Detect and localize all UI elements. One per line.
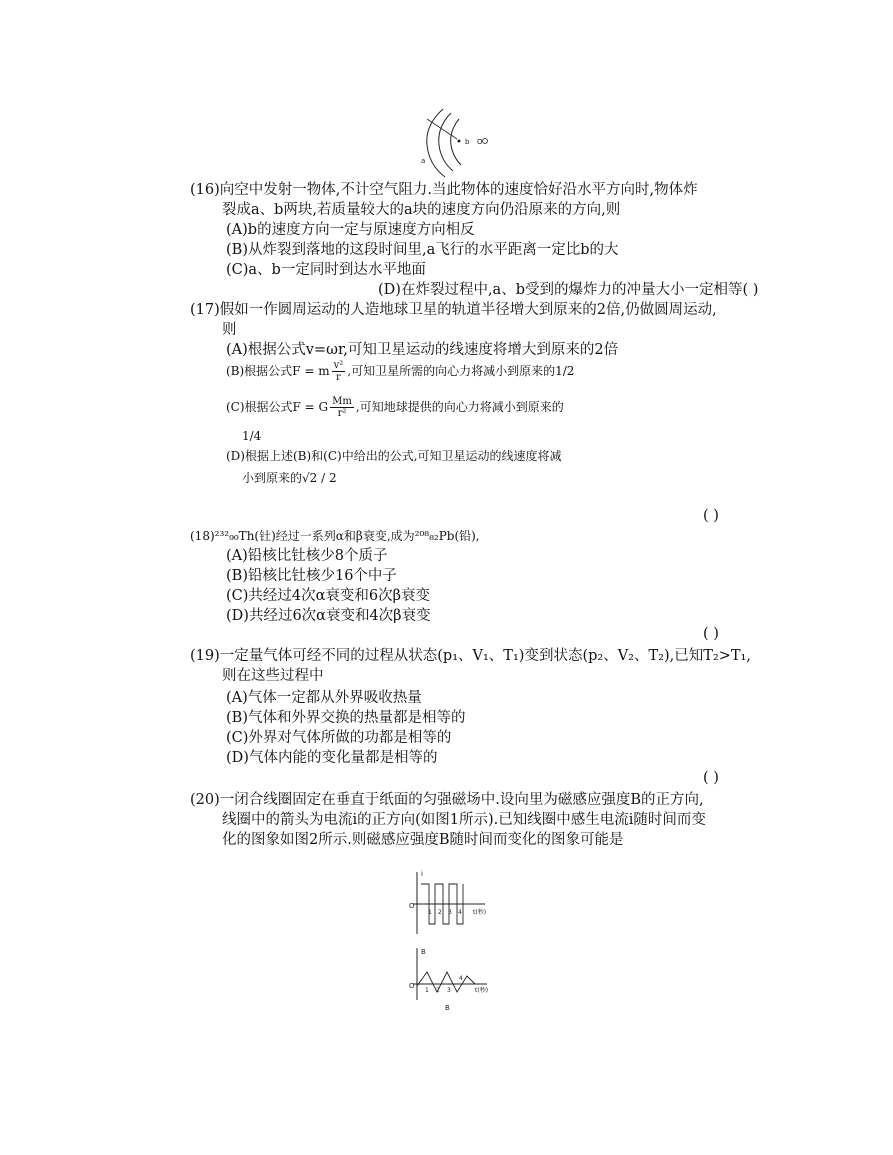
q19-option-d: (D)气体内能的变化量都是相等的	[226, 750, 438, 766]
q18-option-a: (A)铅核比钍核少8个质子	[226, 548, 388, 564]
q18-answer-paren: ( )	[703, 626, 719, 642]
q17-line1: (17)假如一作圆周运动的人造地球卫星的轨道半径增大到原来的2倍,仍做圆周运动,	[190, 302, 717, 318]
q19-option-c: (C)外界对气体所做的功都是相等的	[226, 730, 452, 746]
q16-option-d: (D)在炸裂过程中,a、b受到的爆炸力的冲量大小一定相等( )	[378, 282, 759, 298]
q17-c-fraction	[330, 396, 354, 419]
fig-b-axis-x: t(秒)	[475, 987, 489, 994]
q16-line2: 裂成a、b两块,若质量较大的a块的速度方向仍沿原来的方向,则	[222, 202, 621, 218]
q19-option-b: (B)气体和外界交换的热量都是相等的	[226, 710, 466, 726]
q18-option-d: (D)共经过6次α衰变和4次β衰变	[226, 608, 431, 624]
q20-line2: 线圈中的箭头为电流i的正方向(如图1所示).已知线圈中感生电流i随时间而变	[222, 812, 706, 828]
fig-b-tick-1: 1	[425, 987, 429, 994]
q17-c-den: r²	[337, 408, 347, 419]
q18-option-c: (C)共经过4次α衰变和6次β衰变	[226, 588, 431, 604]
q19-option-a: (A)气体一定都从外界吸收热量	[226, 690, 422, 706]
fig-i-tick-1: 1	[428, 909, 432, 916]
fig-i-origin: O	[409, 902, 415, 910]
q19-line1: (19)一定量气体可经不同的过程从状态(p₁、V₁、T₁)变到状态(p₂、V₂、T₂),已知T₂>T₁,	[190, 648, 751, 664]
fig-i-tick-2: 2	[438, 909, 442, 916]
q17-c-post: ,可知地球提供的向心力将减小到原来的	[355, 400, 564, 414]
fig-i-axis-x: t(秒)	[473, 909, 487, 916]
q17-option-b	[226, 360, 574, 383]
fig-b-origin: O	[409, 982, 415, 990]
q17-c-pre: (C)根据公式F = G	[226, 400, 329, 414]
fig-i-tick-3: 3	[448, 909, 452, 916]
field-time-graph	[405, 944, 505, 1014]
current-time-graph	[405, 868, 505, 938]
q18-option-b: (B)铅核比钍核少16个中子	[226, 568, 397, 584]
orbit-arcs-figure	[415, 105, 500, 180]
fig-i-axis-y: i	[421, 870, 423, 878]
q19-answer-paren: ( )	[703, 770, 719, 786]
q18-line1: (18)²³²₉₀Th(钍)经过一系列α和β衰变,成为²⁰⁸₈₂Pb(铅),	[190, 529, 480, 543]
fig-top-label-o: O	[477, 138, 483, 146]
q17-option-c	[226, 396, 564, 419]
fig-b-tick-2: 2	[436, 987, 440, 994]
q20-line3: 化的图象如图2所示.则磁感应强度B随时间而变化的图象可能是	[222, 832, 624, 848]
q17-option-d-line2: 小到原来的√2 / 2	[242, 471, 337, 485]
fig-b-axis-y: B	[421, 948, 426, 956]
q17-option-a: (A)根据公式v=ωr,可知卫星运动的线速度将增大到原来的2倍	[226, 342, 619, 358]
fig-b-tick-4: 4	[459, 975, 463, 982]
q17-c-tail: 1/4	[242, 429, 262, 443]
fig-b-tick-3: 3	[447, 987, 451, 994]
q17-b-fraction	[332, 360, 346, 383]
q16-option-b: (B)从炸裂到落地的这段时间里,a飞行的水平距离一定比b的大	[226, 242, 619, 258]
q16-option-a: (A)b的速度方向一定与原速度方向相反	[226, 222, 475, 238]
fig-i-tick-4: 4	[458, 909, 462, 916]
q17-c-num: Mm	[332, 396, 352, 407]
q17-line2: 则	[222, 322, 237, 338]
q19-line2: 则在这些过程中	[222, 668, 324, 684]
q17-option-d-line1: (D)根据上述(B)和(C)中给出的公式,可知卫星运动的线速度将减	[226, 449, 562, 463]
q17-answer-paren: ( )	[703, 508, 719, 524]
fig-b-caption: B	[445, 1004, 450, 1012]
q17-b-num: v²	[333, 360, 344, 371]
q17-b-pre: (B)根据公式F = m	[226, 364, 330, 378]
fig-top-label-b: b	[465, 138, 470, 146]
q17-b-post: ,可知卫星所需的向心力将减小到原来的1/2	[347, 364, 575, 378]
q20-line1: (20)一闭合线圈固定在垂直于纸面的匀强磁场中.设向里为磁感应强度B的正方向,	[190, 792, 704, 808]
q16-option-c: (C)a、b一定同时到达水平地面	[226, 262, 426, 278]
q16-line1: (16)向空中发射一物体,不计空气阻力.当此物体的速度恰好沿水平方向时,物体炸	[190, 182, 698, 198]
fig-top-label-a: a	[421, 157, 426, 165]
q17-b-den: r	[336, 372, 341, 383]
